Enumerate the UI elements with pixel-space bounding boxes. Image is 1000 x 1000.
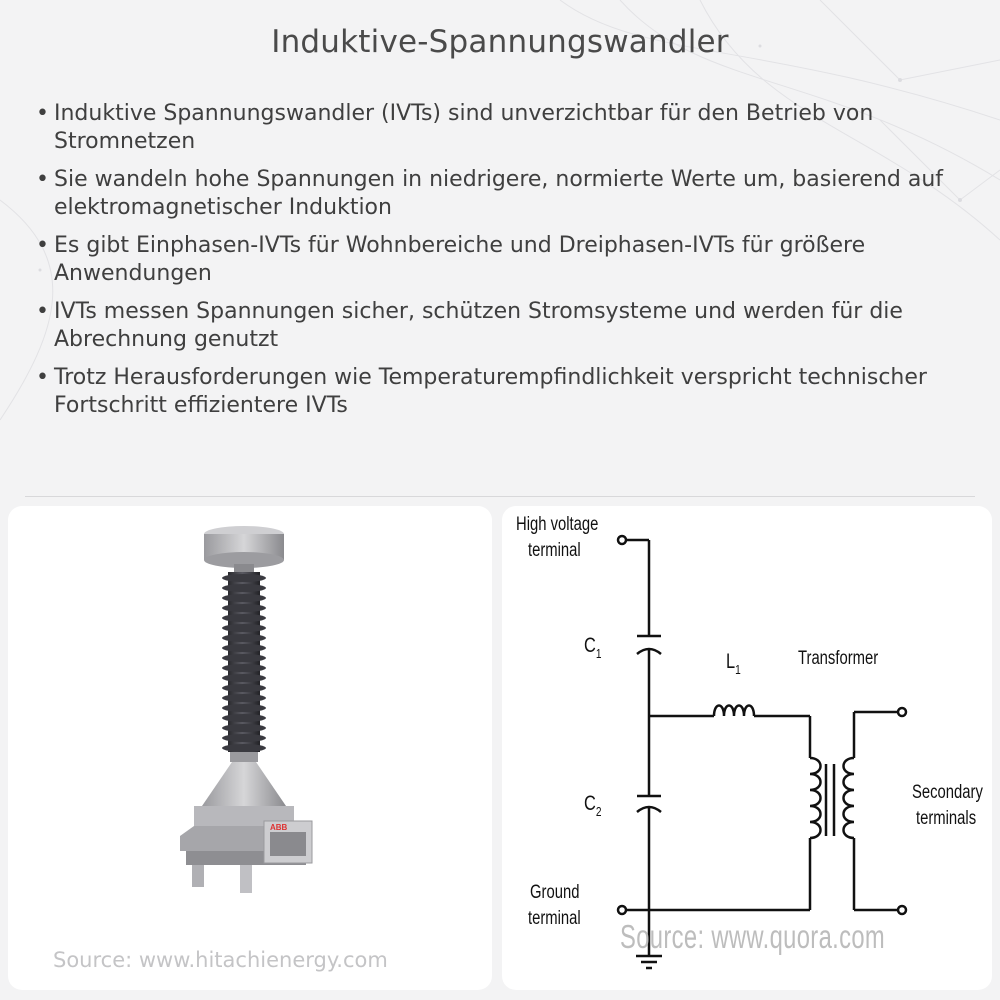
list-item: • Es gibt Einphasen-IVTs für Wohnbereiche und Dreiphasen-IVTs für größere Anwendungen: [36, 233, 866, 286]
c2-label: $C_2$: [584, 792, 602, 819]
bullet-list: [30, 100, 950, 430]
list-item: • Sie wandeln hohe Spannungen in niedrigere, normierte Werte um, basierend auf elektromagnetischer Induktion: [36, 167, 944, 220]
ground-label: Ground: [530, 882, 580, 903]
section-divider: [25, 496, 975, 497]
voltage-transformer-illustration: [8, 506, 492, 990]
ground-terminal-label: terminal: [528, 908, 581, 929]
circuit-diagram-panel: [502, 506, 992, 990]
transformer-label: Transformer: [798, 648, 879, 669]
voltage-transformer-photo-panel: [8, 506, 492, 990]
page-title: Induktive-Spannungswandler: [271, 24, 729, 60]
l1-label: $L_1$: [726, 650, 741, 677]
c1-label: $C_1$: [584, 634, 602, 661]
list-item: • Induktive Spannungswandler (IVTs) sind unverzichtbar für den Betrieb von Stromnetzen: [36, 101, 874, 154]
list-item: • IVTs messen Spannungen sicher, schützen Stromsysteme und werden für die Abrechnung genutzt: [36, 299, 903, 352]
high-voltage-label: High voltage: [516, 514, 599, 535]
high-voltage-terminal-label: terminal: [528, 540, 581, 561]
list-item: • Trotz Herausforderungen wie Temperaturempfindlichkeit verspricht technischer Fortschritt effizientere IVTs: [36, 365, 927, 418]
abb-logo: ABB: [270, 823, 288, 832]
secondary-label: Secondary: [912, 782, 983, 803]
secondary-terminals-label: terminals: [916, 808, 977, 829]
image-source-caption: Source: www.quora.com: [620, 918, 886, 955]
image-source-caption: Source: www.hitachienergy.com: [53, 948, 388, 972]
